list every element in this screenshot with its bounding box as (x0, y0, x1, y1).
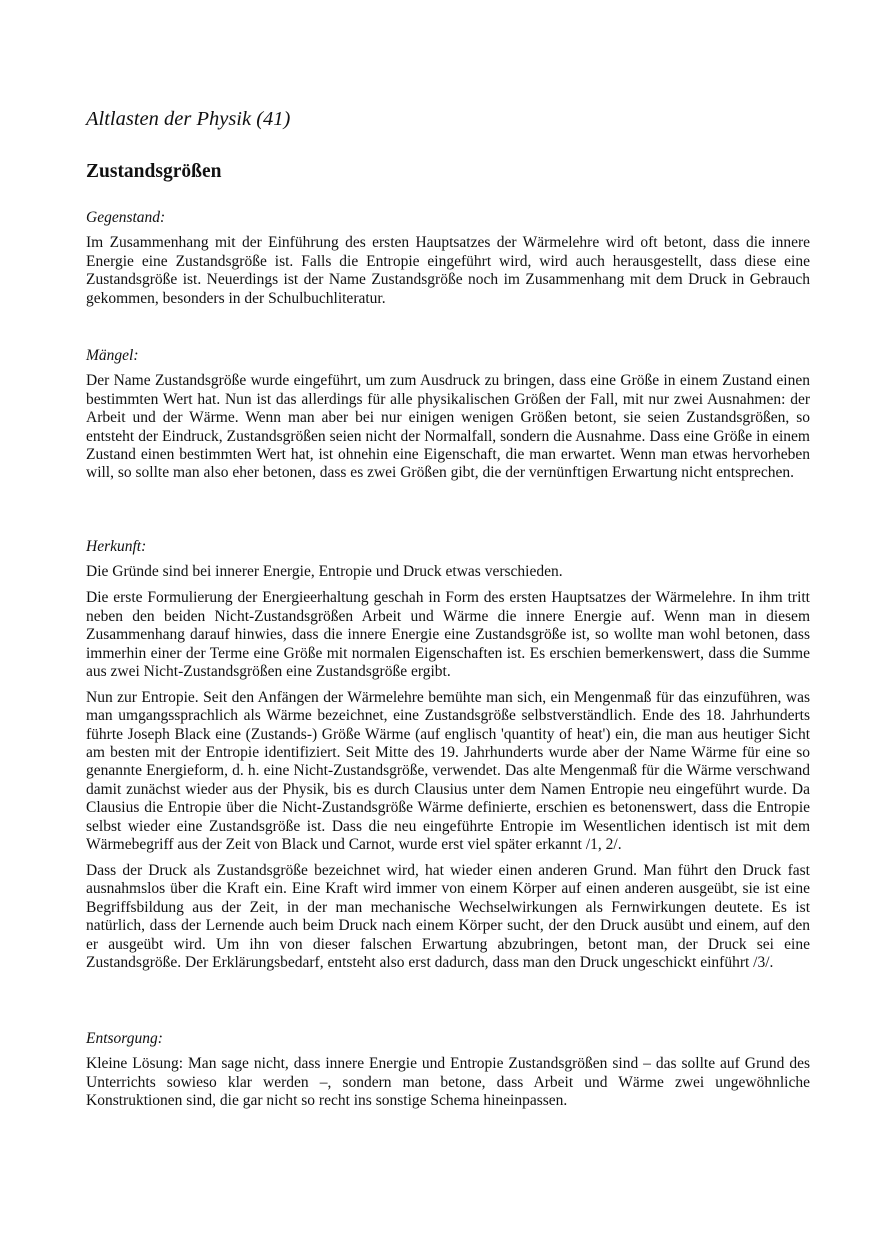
section-heading: Mängel: (86, 347, 139, 364)
series-title: Altlasten der Physik (41) (86, 108, 291, 130)
paragraph: Die erste Formulierung der Energieerhaltung geschah in Form des ersten Hauptsatzes der Wärmelehre. In ihm tritt neben den beiden Nicht-Zustandsgrößen Arbeit und Wärme die innere Energie auf. Wenn man in diesem Zusammenhang darauf hinwies, dass die innere Energie eine Zustandsgröße ist, so wollte man wohl betonen, dass immerhin einer der Terme eine Größe mit normalen Eigenschaften ist. Es erschien bemerkenswert, dass die Summe aus zwei Nicht-Zustandsgrößen eine Zustandsgröße ergibt. (86, 589, 810, 680)
paragraph: Im Zusammenhang mit der Einführung des ersten Hauptsatzes der Wärmelehre wird oft betont, dass die innere Energie eine Zustandsgröße ist. Falls die Entropie eingeführt wird, wird auch herausgestellt, dass diese eine Zustandsgröße ist. Neuerdings ist der Name Zustandsgröße noch im Zusammenhang mit dem Druck in Gebrauch gekommen, besonders in der Schulbuchliteratur. (86, 234, 810, 307)
section-heading: Herkunft: (86, 538, 147, 555)
section-gegenstand (86, 209, 810, 316)
page-title: Zustandsgrößen (86, 161, 222, 182)
paragraph: Nun zur Entropie. Seit den Anfängen der Wärmelehre bemühte man sich, ein Mengenmaß für das einzuführen, was man umgangssprachlich als Wärme bezeichnet, eine Zustandsgröße selbstverständlich. Ende des 18. Jahrhunderts führte Joseph Black eine (Zustands-) Größe Wärme (auf englisch 'quantity of heat') ein, die man aus heutiger Sicht am besten mit der Entropie identifiziert. Seit Mitte des 19. Jahrhunderts wurde aber der Name Wärme für eine so genannte Energieform, d. h. eine Nicht-Zustandsgröße, verwendet. Das alte Mengenmaß für die Wärme verschwand damit zunächst wieder aus der Physik, bis es durch Clausius unter dem Namen Entropie neu eingeführt wurde. Da Clausius die Entropie über die Nicht-Zustandsgröße Wärme definierte, erschien es betonenswert, dass die Entropie selbst wieder eine Zustandsgröße ist. Dass die neu eingeführte Entropie im Wesentlichen identisch ist mit dem Wärmebegriff aus der Zeit von Black und Carnot, wurde erst viel später erkannt /1, 2/. (86, 688, 810, 854)
paragraph: Dass der Druck als Zustandsgröße bezeichnet wird, hat wieder einen anderen Grund. Man führt den Druck fast ausnahmslos über die Kraft ein. Eine Kraft wird immer von einem Körper auf einen anderen ausgeübt, sie ist eine Begriffsbildung aus der Zeit, in der man mechanische Wechselwirkungen als Fernwirkungen deutete. Es ist natürlich, dass der Lernende auch beim Druck nach einem Körper sucht, der den Druck ausübt und einem, auf den er ausgeübt wird. Um ihn von dieser falschen Erwartung abzubringen, betont man, der Druck sei eine Zustandsgröße. Der Erklärungsbedarf, entsteht also erst dadurch, dass man den Druck ungeschickt einführt /3/. (86, 862, 810, 972)
paragraph: Der Name Zustandsgröße wurde eingeführt, um zum Ausdruck zu bringen, dass eine Größe in einem Zustand einen bestimmten Wert hat. Nun ist das allerdings für alle physikalischen Größen der Fall, mit nur zwei Ausnahmen: der Arbeit und der Wärme. Wenn man aber bei nur einigen wenigen Größen betont, sie seien Zustandsgrößen, so entsteht der Eindruck, Zustandsgrößen seien nicht der Normalfall, sondern die Ausnahme. Dass eine Größe in einem Zustand einen bestimmten Wert hat, ist ohnehin eine Eigenschaft, die man erwartet. Wenn man etwas hervorheben will, so sollte man also eher betonen, dass es zwei Größen gibt, die der vernünftigen Erwartung nicht entsprechen. (86, 372, 810, 482)
paragraph: Kleine Lösung: Man sage nicht, dass innere Energie und Entropie Zustandsgrößen sind – das sollte auf Grund des Unterrichts sowieso klar werden –, sondern man betone, dass Arbeit und Wärme zwei ungewöhnliche Konstruktionen sind, die gar nicht so recht ins sonstige Schema hineinpassen. (86, 1055, 810, 1110)
section-entsorgung (86, 1030, 810, 1118)
section-maengel (86, 347, 810, 490)
section-heading: Gegenstand: (86, 209, 166, 226)
paragraph: Die Gründe sind bei innerer Energie, Entropie und Druck etwas verschieden. (86, 563, 563, 581)
section-herkunft (86, 538, 810, 980)
section-heading: Entsorgung: (86, 1030, 163, 1047)
